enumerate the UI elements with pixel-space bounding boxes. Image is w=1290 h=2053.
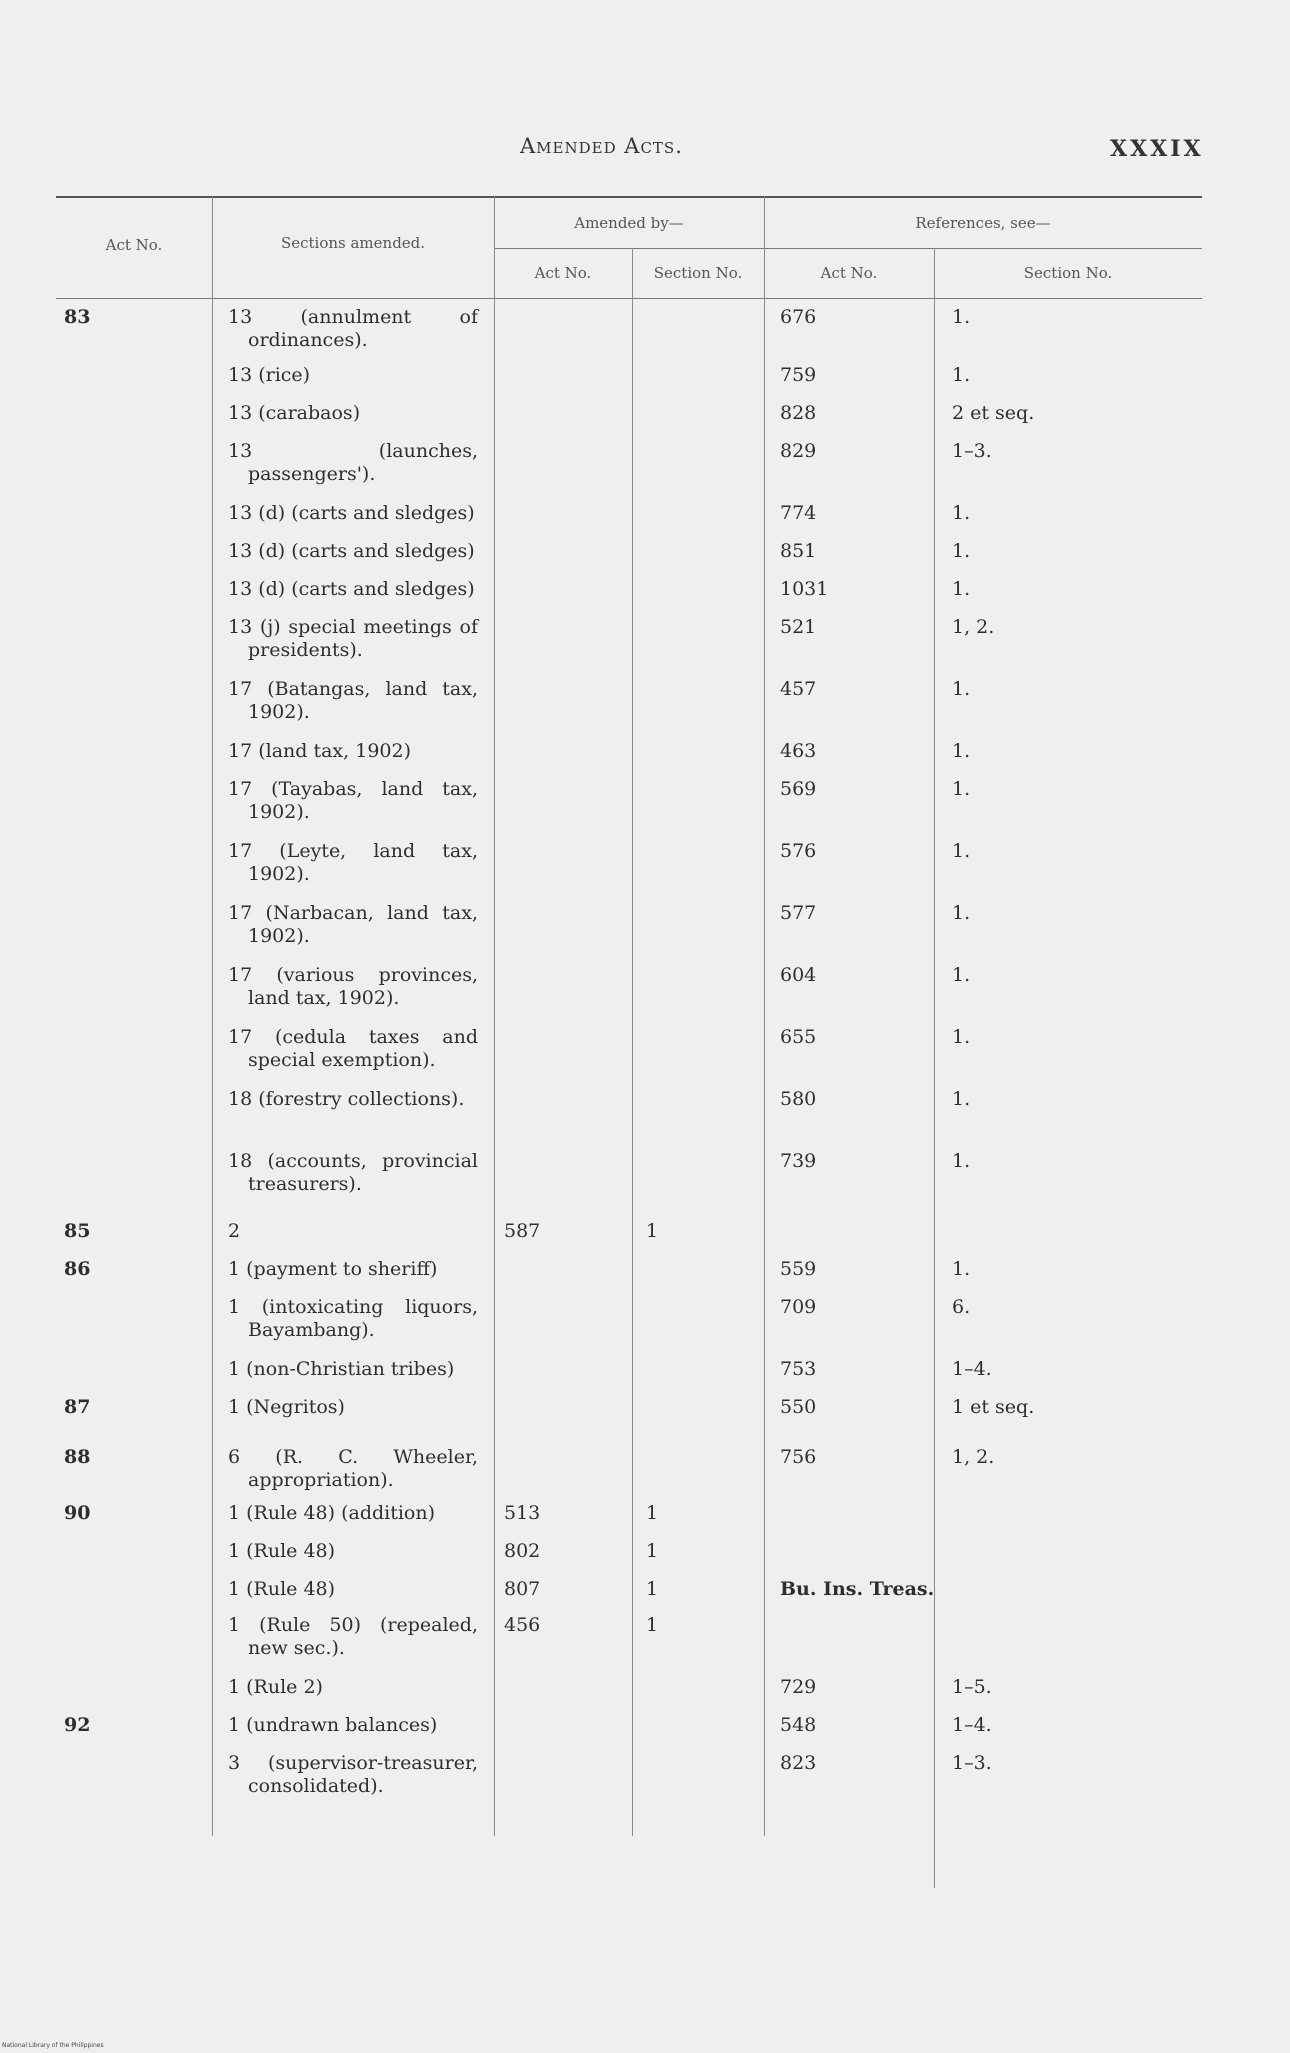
ref-act-no-cell: 829 — [780, 440, 817, 462]
amended-section-no-cell: 1 — [646, 1578, 659, 1600]
ref-act-no-cell: 569 — [780, 778, 817, 800]
sections-amended-cell: 13 (carabaos) — [228, 402, 361, 424]
ref-act-no-cell: 521 — [780, 616, 817, 638]
ref-act-no-cell: 463 — [780, 740, 817, 762]
subheader-rule — [494, 248, 1202, 249]
sections-amended-cell: 13 (d) (carts and sledges) — [228, 540, 475, 562]
header-amended-by: Amended by— — [574, 214, 684, 232]
ref-act-no-cell: 709 — [780, 1296, 817, 1318]
sections-amended-cell: 1 (Rule 2) — [228, 1676, 323, 1698]
sections-amended-cell: 1 (Rule 50) (repealed, new sec.). — [228, 1614, 478, 1659]
sections-amended-cell: 1 (undrawn balances) — [228, 1714, 438, 1736]
act-no-cell: 88 — [64, 1446, 91, 1468]
ref-act-no-cell: 577 — [780, 902, 817, 924]
amended-section-no-cell: 1 — [646, 1220, 659, 1242]
sections-amended-cell: 1 (Rule 48) — [228, 1540, 336, 1562]
ref-act-no-cell: 753 — [780, 1358, 817, 1380]
amended-act-no-cell: 802 — [504, 1540, 541, 1562]
ref-section-no-cell: 1. — [952, 578, 971, 600]
ref-section-no-cell: 1. — [952, 902, 971, 924]
sections-amended-cell: 13 (launches, passengers'). — [228, 440, 478, 485]
sections-amended-cell: 17 (land tax, 1902) — [228, 740, 411, 762]
header-act-no: Act No. — [105, 236, 163, 254]
sections-amended-cell: 17 (Tayabas, land tax, 1902). — [228, 778, 478, 823]
ref-section-no-cell: 1. — [952, 502, 971, 524]
ref-section-no-cell: 1. — [952, 740, 971, 762]
sections-amended-cell: 3 (supervisor-treasurer, consolidated). — [228, 1752, 478, 1797]
footer-credit: National Library of the Philippines — [2, 2042, 104, 2049]
ref-act-no-cell: Bu. Ins. Treas. — [780, 1578, 935, 1600]
header-sections-amended: Sections amended. — [280, 234, 426, 252]
sections-amended-cell: 13 (d) (carts and sledges) — [228, 578, 475, 600]
ref-act-no-cell: 823 — [780, 1752, 817, 1774]
sections-amended-cell: 17 (various provinces, land tax, 1902). — [228, 964, 478, 1009]
sections-amended-cell: 1 (non-Christian tribes) — [228, 1358, 455, 1380]
amended-section-no-cell: 1 — [646, 1614, 659, 1636]
sections-amended-cell: 1 (intoxicating liquors, Bayambang). — [228, 1296, 478, 1341]
ref-act-no-cell: 828 — [780, 402, 817, 424]
amended-act-no-cell: 587 — [504, 1220, 541, 1242]
amended-section-no-cell: 1 — [646, 1540, 659, 1562]
ref-section-no-cell: 1. — [952, 1150, 971, 1172]
header-references: References, see— — [915, 214, 1051, 232]
act-no-cell: 86 — [64, 1258, 91, 1280]
ref-section-no-cell: 6. — [952, 1296, 971, 1318]
running-title: Amended Acts. — [520, 134, 683, 158]
ref-section-no-cell: 1. — [952, 306, 971, 328]
sections-amended-cell: 17 (cedula taxes and special exemption). — [228, 1026, 478, 1071]
ref-section-no-cell: 1–3. — [952, 440, 992, 462]
act-no-cell: 85 — [64, 1220, 91, 1242]
ref-section-no-cell: 1–4. — [952, 1358, 992, 1380]
sections-amended-cell: 1 (Rule 48) (addition) — [228, 1502, 436, 1524]
sections-amended-cell: 1 (Rule 48) — [228, 1578, 336, 1600]
ref-act-no-cell: 756 — [780, 1446, 817, 1468]
ref-act-no-cell: 550 — [780, 1396, 817, 1418]
ref-section-no-cell: 1. — [952, 964, 971, 986]
ref-section-no-cell: 1, 2. — [952, 1446, 995, 1468]
amended-section-no-cell: 1 — [646, 1502, 659, 1524]
act-no-cell: 90 — [64, 1502, 91, 1524]
ref-section-no-cell: 1. — [952, 1258, 971, 1280]
col-divider — [212, 196, 213, 1836]
ref-act-no-cell: 851 — [780, 540, 817, 562]
amended-act-no-cell: 456 — [504, 1614, 541, 1636]
ref-section-no-cell: 1. — [952, 840, 971, 862]
ref-act-no-cell: 655 — [780, 1026, 817, 1048]
header-ref-section-no: Section No. — [1023, 264, 1113, 282]
act-no-cell: 83 — [64, 306, 91, 328]
act-no-cell: 87 — [64, 1396, 91, 1418]
page-header — [0, 128, 1290, 168]
sections-amended-cell: 2 — [228, 1220, 241, 1242]
ref-act-no-cell: 676 — [780, 306, 817, 328]
ref-section-no-cell: 1–5. — [952, 1676, 992, 1698]
ref-act-no-cell: 774 — [780, 502, 817, 524]
ref-section-no-cell: 2 et seq. — [952, 402, 1035, 424]
ref-act-no-cell: 729 — [780, 1676, 817, 1698]
sections-amended-cell: 18 (accounts, provincial treasurers). — [228, 1150, 478, 1195]
sections-amended-cell: 6 (R. C. Wheeler, appropriation). — [228, 1446, 478, 1491]
ref-act-no-cell: 548 — [780, 1714, 817, 1736]
col-divider — [934, 248, 935, 1888]
ref-act-no-cell: 576 — [780, 840, 817, 862]
amended-act-no-cell: 807 — [504, 1578, 541, 1600]
ref-act-no-cell: 739 — [780, 1150, 817, 1172]
ref-section-no-cell: 1. — [952, 364, 971, 386]
sections-amended-cell: 1 (Negritos) — [228, 1396, 345, 1418]
ref-act-no-cell: 1031 — [780, 578, 829, 600]
ref-section-no-cell: 1–3. — [952, 1752, 992, 1774]
ref-section-no-cell: 1, 2. — [952, 616, 995, 638]
ref-act-no-cell: 759 — [780, 364, 817, 386]
header-ref-act-no: Act No. — [820, 264, 878, 282]
sections-amended-cell: 17 (Batangas, land tax, 1902). — [228, 678, 478, 723]
ref-section-no-cell: 1. — [952, 1026, 971, 1048]
ref-act-no-cell: 604 — [780, 964, 817, 986]
ref-act-no-cell: 457 — [780, 678, 817, 700]
sections-amended-cell: 13 (annulment of ordinances). — [228, 306, 478, 351]
sections-amended-cell: 13 (rice) — [228, 364, 311, 386]
table-top-rule — [56, 196, 1202, 198]
ref-section-no-cell: 1. — [952, 678, 971, 700]
ref-section-no-cell: 1. — [952, 540, 971, 562]
ref-section-no-cell: 1. — [952, 778, 971, 800]
sections-amended-cell: 13 (j) special meetings of presidents). — [228, 616, 478, 661]
sections-amended-cell: 1 (payment to sheriff) — [228, 1258, 438, 1280]
amended-act-no-cell: 513 — [504, 1502, 541, 1524]
ref-section-no-cell: 1–4. — [952, 1714, 992, 1736]
ref-act-no-cell: 559 — [780, 1258, 817, 1280]
sections-amended-cell: 17 (Leyte, land tax, 1902). — [228, 840, 478, 885]
header-bottom-rule — [56, 298, 1202, 299]
header-amended-act-no: Act No. — [534, 264, 592, 282]
sections-amended-cell: 18 (forestry collections). — [228, 1088, 465, 1110]
col-divider — [494, 196, 495, 1836]
sections-amended-cell: 13 (d) (carts and sledges) — [228, 502, 475, 524]
ref-section-no-cell: 1. — [952, 1088, 971, 1110]
ref-act-no-cell: 580 — [780, 1088, 817, 1110]
header-amended-section-no: Section No. — [653, 264, 743, 282]
page-number: XXXIX — [1110, 136, 1204, 162]
ref-section-no-cell: 1 et seq. — [952, 1396, 1035, 1418]
sections-amended-cell: 17 (Narbacan, land tax, 1902). — [228, 902, 478, 947]
act-no-cell: 92 — [64, 1714, 91, 1736]
